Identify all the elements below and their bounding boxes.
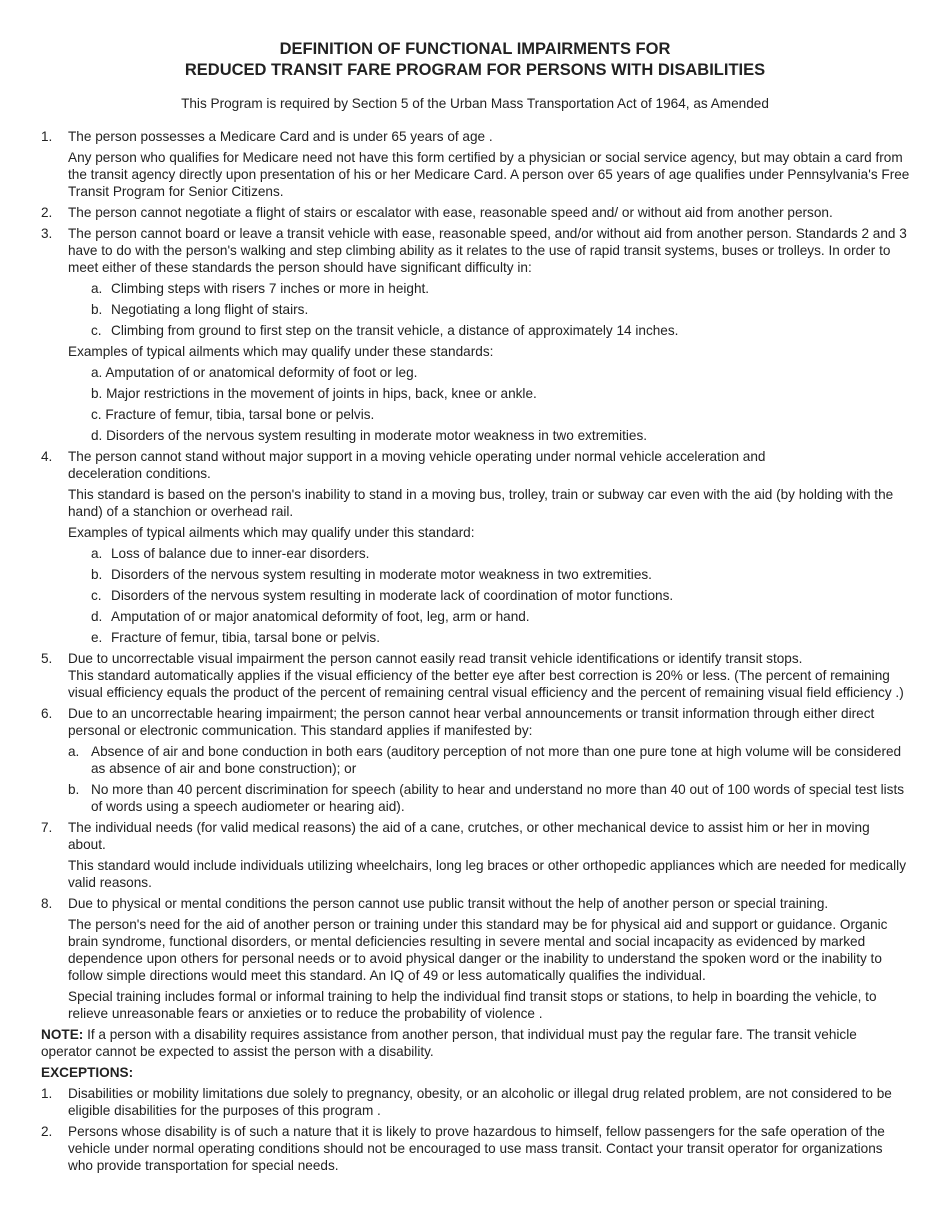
standard-1 bbox=[41, 128, 911, 145]
standard-3 bbox=[41, 225, 911, 276]
example-item: c. Fracture of femur, tibia, tarsal bone or pelvis. bbox=[91, 407, 375, 422]
sub-item-text: Fracture of femur, tibia, tarsal bone or pelvis. bbox=[111, 630, 380, 645]
sub-item-text: Climbing from ground to first step on the transit vehicle, a distance of approximately 14 inches. bbox=[111, 323, 679, 338]
sub-item bbox=[41, 629, 911, 646]
sub-item-text: Disorders of the nervous system resulting in moderate lack of coordination of motor functions. bbox=[111, 588, 674, 603]
example-item: d. Disorders of the nervous system resulting in moderate motor weakness in two extremities. bbox=[91, 428, 648, 443]
standard-7-note: This standard would include individuals utilizing wheelchairs, long leg braces or other orthopedic appliances which are needed for medically valid reasons. bbox=[68, 858, 907, 890]
sub-item-label: c. bbox=[91, 323, 102, 338]
standard-5 bbox=[41, 650, 911, 701]
exception-number: 2. bbox=[41, 1124, 53, 1139]
sub-item bbox=[41, 301, 911, 318]
sub-item-text: Loss of balance due to inner-ear disorders. bbox=[111, 546, 370, 561]
standard-8 bbox=[41, 895, 911, 912]
standard-text: The individual needs (for valid medical reasons) the aid of a cane, crutches, or other mechanical device to assist him or her in moving about. bbox=[68, 820, 870, 852]
standard-text-line-1: Due to uncorrectable visual impairment the person cannot easily read transit vehicle identifications or identify transit stops. bbox=[68, 651, 803, 666]
exception-text: Persons whose disability is of such a nature that it is likely to prove hazardous to himself, fellow passengers for the safe operation of the vehicle under normal operating conditions should not be encouraged to use mass transit. Contact your transit operator for organizations who provide transportation for special needs. bbox=[68, 1124, 885, 1173]
standard-text-line-2: deceleration conditions. bbox=[68, 466, 211, 481]
standard-1-note: Any person who qualifies for Medicare need not have this form certified by a physician or social service agency, but may obtain a card from the transit agency directly upon presentation of his or her Medicare Card. A person over 65 years of age qualifies under Pennsylvania's Free Transit Program for Senior Citizens. bbox=[68, 150, 910, 199]
standard-number: 8. bbox=[41, 896, 53, 911]
standard-text: The person possesses a Medicare Card and is under 65 years of age . bbox=[68, 129, 493, 144]
standard-2 bbox=[41, 204, 911, 221]
sub-item-label: d. bbox=[91, 609, 103, 624]
sub-item-label: a. bbox=[68, 744, 80, 759]
title-line-2: REDUCED TRANSIT FARE PROGRAM FOR PERSONS WITH DISABILITIES bbox=[184, 61, 766, 79]
example-item: b. Major restrictions in the movement of joints in hips, back, knee or ankle. bbox=[91, 386, 537, 401]
standard-7 bbox=[41, 819, 911, 853]
sub-item-label: c. bbox=[91, 588, 102, 603]
standard-8-note-1: The person's need for the aid of another person or training under this standard may be for physical aid and support or guidance. Organic brain syndrome, functional disorders, or mental deficiencies resulting in severe mental and social incapacity as evidenced by marked dependence upon others for personal needs or to avoid physical danger or the inability to understand the spoken word or the inability to follow simple directions would meet this standard. An IQ of 49 or less automatically qualifies the individual. bbox=[68, 917, 888, 983]
sub-item-text: Negotiating a long flight of stairs. bbox=[111, 302, 309, 317]
standard-number: 4. bbox=[41, 449, 53, 464]
document-subtitle: This Program is required by Section 5 of the Urban Mass Transportation Act of 1964, as Amended bbox=[181, 96, 769, 111]
standard-text: Due to an uncorrectable hearing impairment; the person cannot hear verbal announcements or transit information through either direct personal or electronic communication. This standard applies if manifested by: bbox=[68, 706, 875, 738]
standard-8-note-2: Special training includes formal or informal training to help the individual find transit stops or stations, to help in boarding the vehicle, to relieve unreasonable fears or anxieties or to reduce the probability of violence . bbox=[68, 989, 877, 1021]
standard-4-note: This standard is based on the person's inability to stand in a moving bus, trolley, train or subway car even with the aid (by holding with the hand) of a stanchion or overhead rail. bbox=[68, 487, 894, 519]
sub-item bbox=[41, 608, 911, 625]
example-item: a. Amputation of or anatomical deformity of foot or leg. bbox=[91, 365, 418, 380]
standard-text: Due to physical or mental conditions the person cannot use public transit without the help of another person or special training. bbox=[68, 896, 829, 911]
standards-list bbox=[41, 128, 911, 1178]
sub-item-text: Disorders of the nervous system resulting in moderate motor weakness in two extremities. bbox=[111, 567, 652, 582]
sub-item-label: a. bbox=[91, 281, 103, 296]
sub-item bbox=[41, 545, 911, 562]
sub-item-text: Climbing steps with risers 7 inches or more in height. bbox=[111, 281, 430, 296]
standard-4 bbox=[41, 448, 911, 482]
document-title bbox=[0, 39, 950, 81]
sub-item-text: Amputation of or major anatomical deformity of foot, leg, arm or hand. bbox=[111, 609, 530, 624]
note-text: If a person with a disability requires assistance from another person, that individual must pay the regular fare. The transit vehicle operator cannot be expected to assist the person with a disability. bbox=[41, 1027, 857, 1059]
standard-text-rest: This standard automatically applies if the visual efficiency of the better eye after best correction is 20% or less. (The percent of remaining visual efficiency equals the product of the percent of remaining central visual efficiency and the percent of remaining visual field efficiency .) bbox=[68, 668, 904, 700]
sub-item-text: No more than 40 percent discrimination for speech (ability to hear and understand no more than 40 out of 100 words of special test lists of words using a speech audiometer or hearing aid). bbox=[91, 782, 905, 814]
exception-item bbox=[41, 1123, 911, 1174]
standard-number: 1. bbox=[41, 129, 53, 144]
standard-number: 5. bbox=[41, 651, 53, 666]
sub-item-label: b. bbox=[91, 567, 103, 582]
examples-intro: Examples of typical ailments which may qualify under this standard: bbox=[68, 525, 475, 540]
standard-text: The person cannot negotiate a flight of stairs or escalator with ease, reasonable speed and/ or without aid from another person. bbox=[68, 205, 833, 220]
exceptions-heading: EXCEPTIONS: bbox=[41, 1065, 134, 1080]
examples-intro: Examples of typical ailments which may qualify under these standards: bbox=[68, 344, 494, 359]
note-label: NOTE: bbox=[41, 1027, 84, 1042]
sub-item-label: e. bbox=[91, 630, 103, 645]
sub-item bbox=[41, 781, 911, 815]
sub-item-label: a. bbox=[91, 546, 103, 561]
sub-item bbox=[41, 743, 911, 777]
sub-item-label: b. bbox=[91, 302, 103, 317]
exception-number: 1. bbox=[41, 1086, 53, 1101]
sub-item bbox=[41, 566, 911, 583]
standard-number: 3. bbox=[41, 226, 53, 241]
sub-item bbox=[41, 280, 911, 297]
title-line-1: DEFINITION OF FUNCTIONAL IMPAIRMENTS FOR bbox=[279, 40, 671, 58]
standard-number: 7. bbox=[41, 820, 53, 835]
sub-item-label: b. bbox=[68, 782, 80, 797]
note-paragraph bbox=[41, 1026, 911, 1060]
standard-number: 6. bbox=[41, 706, 53, 721]
sub-item-text: Absence of air and bone conduction in both ears (auditory perception of not more than one pure tone at high volume will be considered as absence of air and bone construction); or bbox=[91, 744, 902, 776]
exception-item bbox=[41, 1085, 911, 1119]
standard-number: 2. bbox=[41, 205, 53, 220]
sub-item bbox=[41, 587, 911, 604]
standard-text: The person cannot board or leave a transit vehicle with ease, reasonable speed, and/or without aid from another person. Standards 2 and 3 have to do with the person's walking and step climbing ability as it relates to the use of rapid transit systems, buses or trolleys. In order to meet either of these standards the person should have significant difficulty in: bbox=[68, 226, 907, 275]
standard-text-line-1: The person cannot stand without major support in a moving vehicle operating under normal vehicle acceleration and bbox=[68, 449, 766, 464]
exception-text: Disabilities or mobility limitations due solely to pregnancy, obesity, or an alcoholic or illegal drug related problem, are not considered to be eligible disabilities for the purposes of this program . bbox=[68, 1086, 892, 1118]
sub-item bbox=[41, 322, 911, 339]
standard-6 bbox=[41, 705, 911, 739]
